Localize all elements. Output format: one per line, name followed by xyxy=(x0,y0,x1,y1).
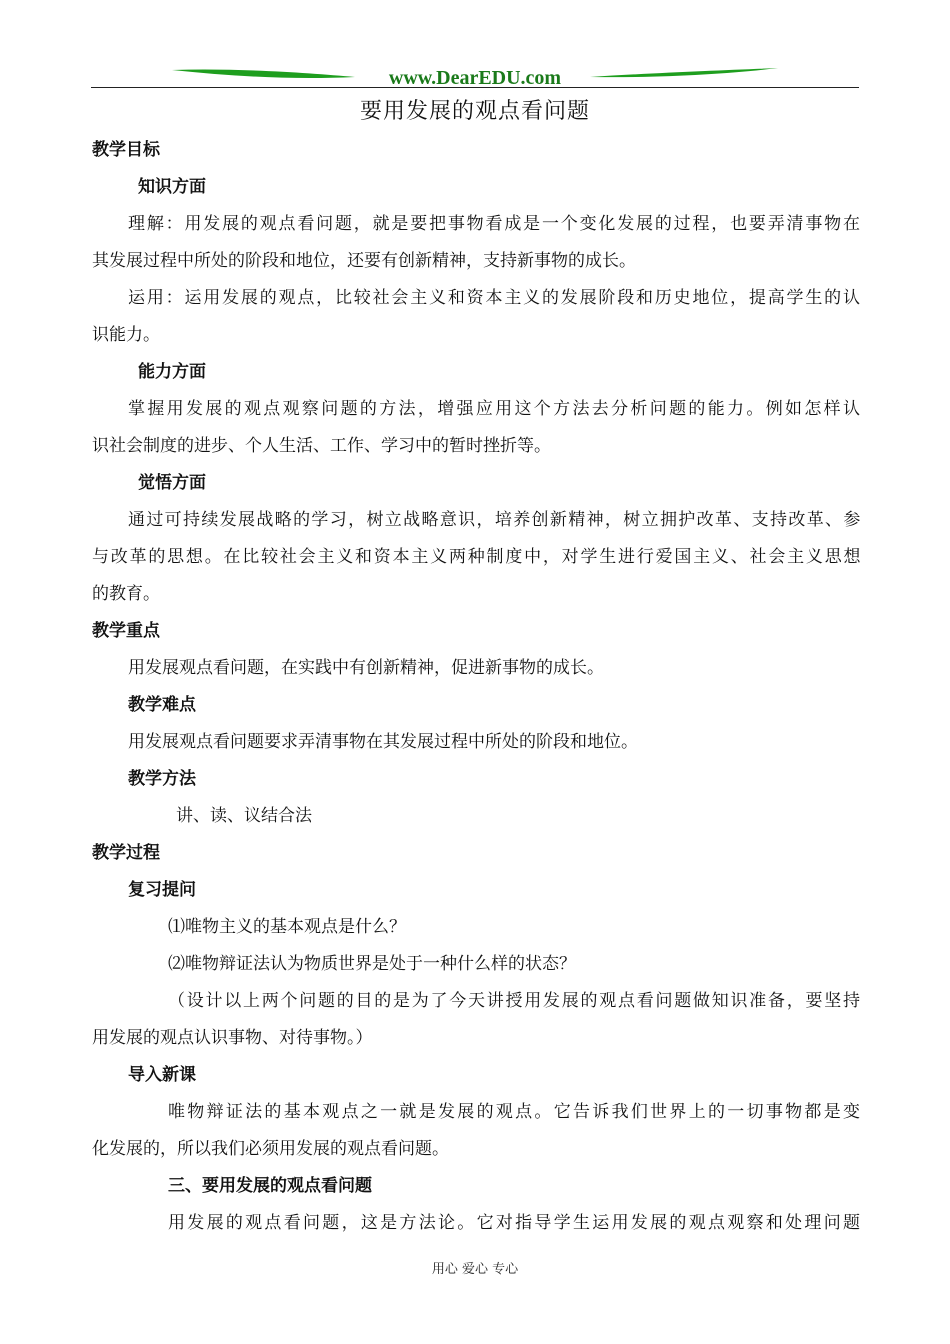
section-heading: 教学目标 xyxy=(92,140,160,160)
subsection-heading: 教学难点 xyxy=(128,695,196,715)
paragraph-line: 用发展的观点看问题，这是方法论。它对指导学生运用发展的观点观察和处理问题 xyxy=(168,1213,860,1233)
paragraph-line: 理解：用发展的观点看问题，就是要把事物看成是一个变化发展的过程，也要弄清事物在 xyxy=(128,214,860,234)
paragraph-line: 识能力。 xyxy=(92,325,160,345)
subsection-heading: 复习提问 xyxy=(128,880,196,900)
header-rule xyxy=(91,87,859,88)
paragraph-line: 用发展观点看问题要求弄清事物在其发展过程中所处的阶段和地位。 xyxy=(128,732,638,752)
paragraph-line: 运用：运用发展的观点，比较社会主义和资本主义的发展阶段和历史地位，提高学生的认 xyxy=(128,288,860,308)
section-heading: 教学重点 xyxy=(92,621,160,641)
question-line: ⑵唯物辩证法认为物质世界是处于一种什么样的状态？ xyxy=(168,954,576,974)
document-body xyxy=(92,132,860,1242)
paragraph-line: 其发展过程中所处的阶段和地位，还要有创新精神，支持新事物的成长。 xyxy=(92,251,636,271)
paragraph-line: 用发展观点看问题，在实践中有创新精神，促进新事物的成长。 xyxy=(128,658,604,678)
subsection-heading: 教学方法 xyxy=(128,769,196,789)
section-heading: 教学过程 xyxy=(92,843,160,863)
subsection-heading: 知识方面 xyxy=(138,177,206,197)
paragraph-line: 唯物辩证法的基本观点之一就是发展的观点。它告诉我们世界上的一切事物都是变 xyxy=(168,1102,860,1122)
subsection-heading: 导入新课 xyxy=(128,1065,196,1085)
subsection-heading: 三、要用发展的观点看问题 xyxy=(168,1176,372,1196)
paragraph-line: 识社会制度的进步、个人生活、工作、学习中的暂时挫折等。 xyxy=(92,436,551,456)
paragraph-line: 化发展的，所以我们必须用发展的观点看问题。 xyxy=(92,1139,449,1159)
paragraph-line: 用发展的观点认识事物、对待事物。） xyxy=(92,1028,373,1048)
site-logo-text: www.DearEDU.com xyxy=(388,67,562,89)
paragraph-line: 讲、读、议结合法 xyxy=(176,806,312,826)
left-swoosh-icon xyxy=(172,70,355,78)
paragraph-line: 通过可持续发展战略的学习，树立战略意识，培养创新精神，树立拥护改革、支持改革、参 xyxy=(128,510,860,530)
paragraph-line: 的教育。 xyxy=(92,584,160,604)
page-footer: 用心 爱心 专心 xyxy=(431,1262,519,1277)
question-line: ⑴唯物主义的基本观点是什么？ xyxy=(168,917,406,937)
document-title: 要用发展的观点看问题 xyxy=(359,99,590,124)
paragraph-line: 掌握用发展的观点观察问题的方法，增强应用这个方法去分析问题的能力。例如怎样认 xyxy=(128,399,860,419)
subsection-heading: 能力方面 xyxy=(138,362,206,382)
paragraph-line: 与改革的思想。在比较社会主义和资本主义两种制度中，对学生进行爱国主义、社会主义思想 xyxy=(92,547,860,567)
right-swoosh-icon xyxy=(590,68,778,77)
paragraph-line: （设计以上两个问题的目的是为了今天讲授用发展的观点看问题做知识准备，要坚持 xyxy=(168,991,860,1011)
subsection-heading: 觉悟方面 xyxy=(138,473,206,493)
